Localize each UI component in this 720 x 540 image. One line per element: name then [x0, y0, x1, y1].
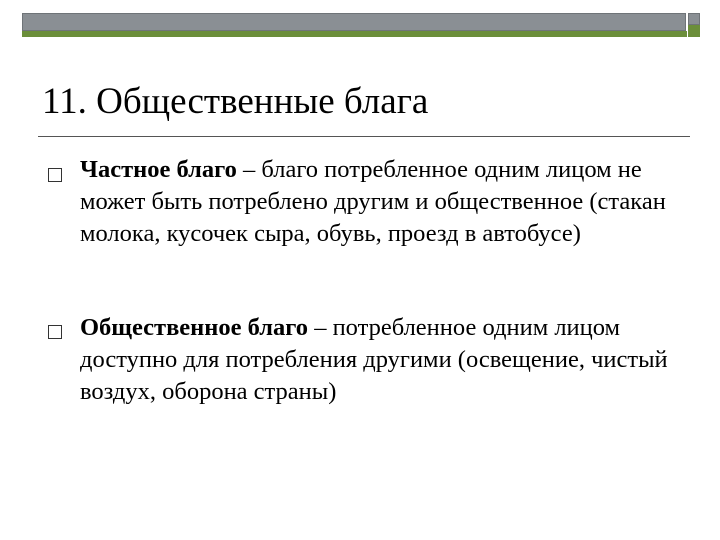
bullet-item-private-good [80, 154, 680, 250]
slide-top-gray-bar [22, 13, 686, 31]
title-underline [38, 136, 690, 137]
bullet-definition: – благо потребленное одним лицом не может быть потреблено другим и общественное (стакан молока, кусочек сыра, обувь, проезд в автобусе) [80, 156, 666, 247]
slide-top-green-line [22, 31, 687, 37]
bullet-term: Общественное благо [80, 314, 309, 341]
hollow-square-bullet-icon [48, 168, 62, 182]
hollow-square-bullet-icon [48, 325, 62, 339]
bullet-term: Частное благо [80, 156, 237, 183]
corner-square-gray [688, 13, 700, 25]
bullet-item-public-good [80, 312, 680, 408]
corner-square-green [688, 25, 700, 37]
bullet-definition: – потребленное одним лицом доступно для потребления другими (освещение, чистый воздух, оборона страны) [80, 314, 668, 405]
slide-title: 11. Общественные блага [42, 81, 429, 122]
corner-squares-decoration [687, 13, 703, 37]
